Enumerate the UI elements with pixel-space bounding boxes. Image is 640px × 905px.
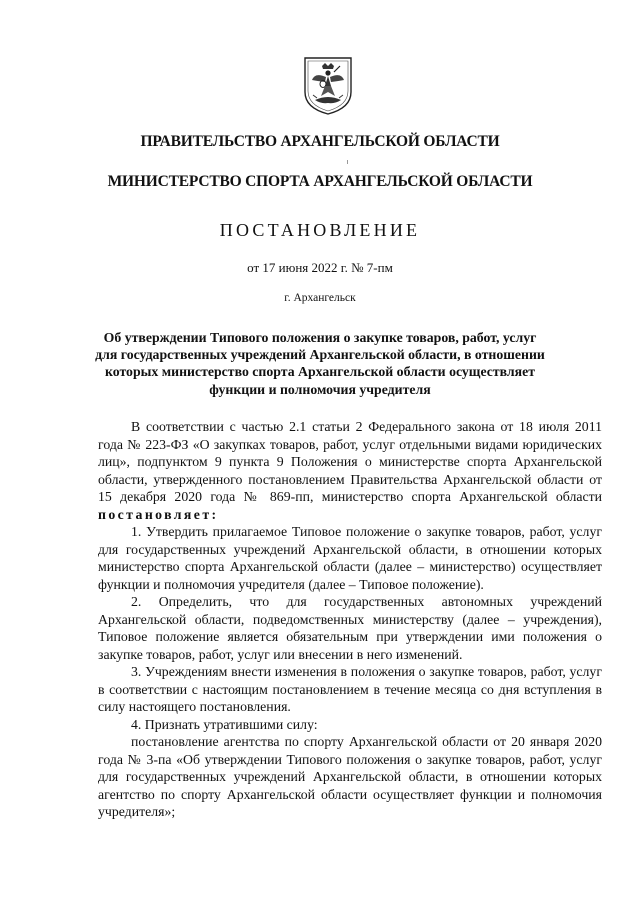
date-and-number: от 17 июня 2022 г. № 7-пм: [247, 260, 393, 275]
divider-mark: [347, 160, 348, 164]
clause-4-item: постановление агентства по спорту Архангельской области от 20 января 2020 года № 3-па «Об утверждении Типового положения о закупке товаров, работ, услуг для государственных учреждений Архангельской области, в отношении которых агентство по спорту Архангельской области осуществляет функции и полномочия учредителя»;: [98, 734, 602, 819]
clause-1: 1. Утвердить прилагаемое Типовое положение о закупке товаров, работ, услуг для государственных учреждений Архангельской области, в отношении которых министерство спорта Архангельской области (далее – министерство) осуществляет функции и полномочия учредителя (далее – Типовое положение).: [98, 524, 602, 592]
coat-of-arms-icon: [301, 54, 355, 116]
decree-word: постановляет:: [98, 506, 219, 522]
ministry-heading: МИНИСТЕРСТВО СПОРТА АРХАНГЕЛЬСКОЙ ОБЛАСТИ: [107, 173, 533, 190]
document-body: [98, 418, 602, 821]
clause-3: 3. Учреждениям внести изменения в положения о закупке товаров, работ, услуг в соответствии с настоящим постановлением в течение месяца со дня вступления в силу настоящего постановления.: [98, 664, 602, 714]
government-heading: ПРАВИТЕЛЬСТВО АРХАНГЕЛЬСКОЙ ОБЛАСТИ: [140, 133, 500, 150]
document-type: ПОСТАНОВЛЕНИЕ: [219, 220, 421, 240]
clause-4: 4. Признать утратившими силу:: [131, 716, 318, 732]
document-title: Об утверждении Типового положения о закупке товаров, работ, услуг для государственных учреждений Архангельской области, в отношении которых министерство спорта Архангельской области осуществляет функции и полномочия учредителя: [95, 330, 545, 397]
clause-2: 2. Определить, что для государственных автономных учреждений Архангельской области, подведомственных министерству (далее – учреждения), Типовое положение является обязательным при утверждении ими положения о закупке товаров, работ, услуг или внесении в него изменений.: [98, 594, 602, 662]
city: г. Архангельск: [284, 292, 356, 304]
preamble-text: В соответствии с частью 2.1 статьи 2 Федерального закона от 18 июля 2011 года № 223-ФЗ «О закупках товаров, работ, услуг отдельными видами юридических лиц», подпунктом 9 пункта 9 Положения о министерстве спорта Архангельской области, утвержденного постановлением Правительства Архангельской области от 15 декабря 2020 года № 869-пп, министерство спорта Архангельской области: [98, 419, 602, 504]
preamble-paragraph: [98, 418, 602, 523]
